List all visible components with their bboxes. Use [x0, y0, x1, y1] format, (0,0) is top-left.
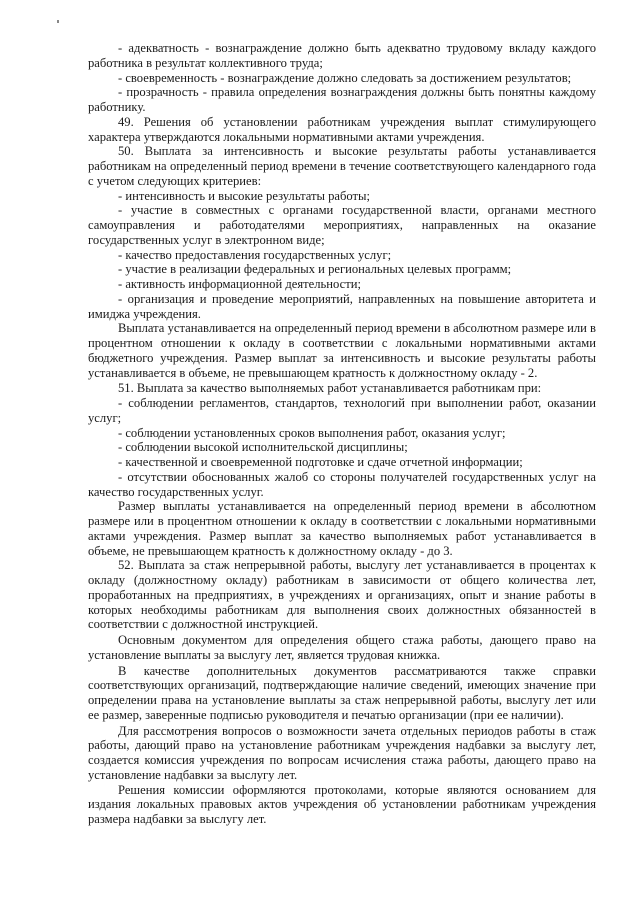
paragraph: Размер выплаты устанавливается на определенный период времени в абсолютном размере или в процентном отношении к окладу в соответствии с локальными нормативными актами учреждения. Размер выплат за качество выполняемых работ устанавливается в объеме, не превышающем кратность к должностному окладу - до 3. — [88, 499, 596, 558]
paragraph: 52. Выплата за стаж непрерывной работы, выслугу лет устанавливается в процентах к окладу (должностному окладу) работникам в зависимости от общего количества лет, проработанных на предприятиях, в учреждениях и организациях, опыт и знание работы в которых необходимы работникам для выполнения своих должностных обязанностей в соответствии с должностной инструкцией. — [88, 558, 596, 632]
paragraph: - прозрачность - правила определения вознаграждения должны быть понятны каждому работнику. — [88, 85, 596, 114]
paragraph: - активность информационной деятельности; — [118, 277, 361, 291]
paragraph: Основным документом для определения общего стажа работы, дающего право на установление выплаты за выслугу лет, является трудовая книжка. — [88, 633, 596, 662]
paragraph: Для рассмотрения вопросов о возможности зачета отдельных периодов работы в стаж работы, дающий право на установление работникам учреждения надбавки за выслугу лет, создается комиссия учреждения по вопросам исчисления стажа работы, дающего право на установление надбавки за выслугу лет. — [88, 723, 596, 782]
paragraph: 51. Выплата за качество выполняемых работ устанавливается работникам при: — [118, 381, 542, 396]
paragraph: - соблюдении высокой исполнительской дисциплины; — [118, 440, 408, 455]
paragraph: - соблюдении регламентов, стандартов, технологий при выполнении работ, оказании услуг; — [88, 396, 596, 425]
paragraph: - соблюдении установленных сроков выполнения работ, оказания услуг; — [118, 425, 506, 440]
paragraph: Выплата устанавливается на определенный период времени в абсолютном размере или в процентном отношении к окладу в соответствии с локальными нормативными актами бюджетного учреждения. Размер выплат за интенсивность и высокие результаты работы устанавливается в объеме, не превышающем кратность к должностному окладу - 2. — [88, 321, 596, 380]
paragraph: - адекватность - вознаграждение должно быть адекватно трудовому вкладу каждого работника в результат коллективного труда; — [88, 41, 596, 70]
scan-mark — [57, 20, 59, 23]
paragraph: - участие в реализации федеральных и региональных целевых программ; — [118, 262, 512, 277]
paragraph: - своевременность - вознаграждение должно следовать за достижением результатов; — [118, 70, 572, 85]
paragraph: - интенсивность и высокие результаты работы; — [118, 188, 371, 203]
paragraph: - участие в совместных с органами государственной власти, органами местного самоуправления и работодателями мероприятиях, направленных на оказание государственных услуг в электронном виде; — [88, 203, 596, 247]
paragraph: В качестве дополнительных документов рассматриваются также справки соответствующих организаций, подтверждающие наличие сведений, имеющих значение при определении права на установление выплаты за стаж непрерывной работы, выслугу лет или ее размер, заверенные подписью руководителя и печатью организации (при ее наличии). — [88, 663, 596, 722]
paragraph: - качественной и своевременной подготовке и сдаче отчетной информации; — [118, 455, 523, 469]
paragraph: - отсутствии обоснованных жалоб со стороны получателей государственных услуг на качество государственных услуг. — [88, 469, 596, 499]
paragraph: - качество предоставления государственных услуг; — [118, 247, 392, 262]
paragraph: Решения комиссии оформляются протоколами, которые являются основанием для издания локальных правовых актов учреждения об установлении работникам учреждения размера надбавки за выслугу лет. — [88, 782, 596, 826]
paragraph: 50. Выплата за интенсивность и высокие результаты работы устанавливается работникам на определенный период времени в течение соответствующего календарного года с учетом следующих критериев: — [88, 144, 596, 188]
paragraph: 49. Решения об установлении работникам учреждения выплат стимулирующего характера утверждаются локальными нормативными актами учреждения. — [88, 114, 596, 144]
document-body — [88, 41, 596, 827]
paragraph: - организация и проведение мероприятий, направленных на повышение авторитета и имиджа учреждения. — [88, 291, 596, 321]
